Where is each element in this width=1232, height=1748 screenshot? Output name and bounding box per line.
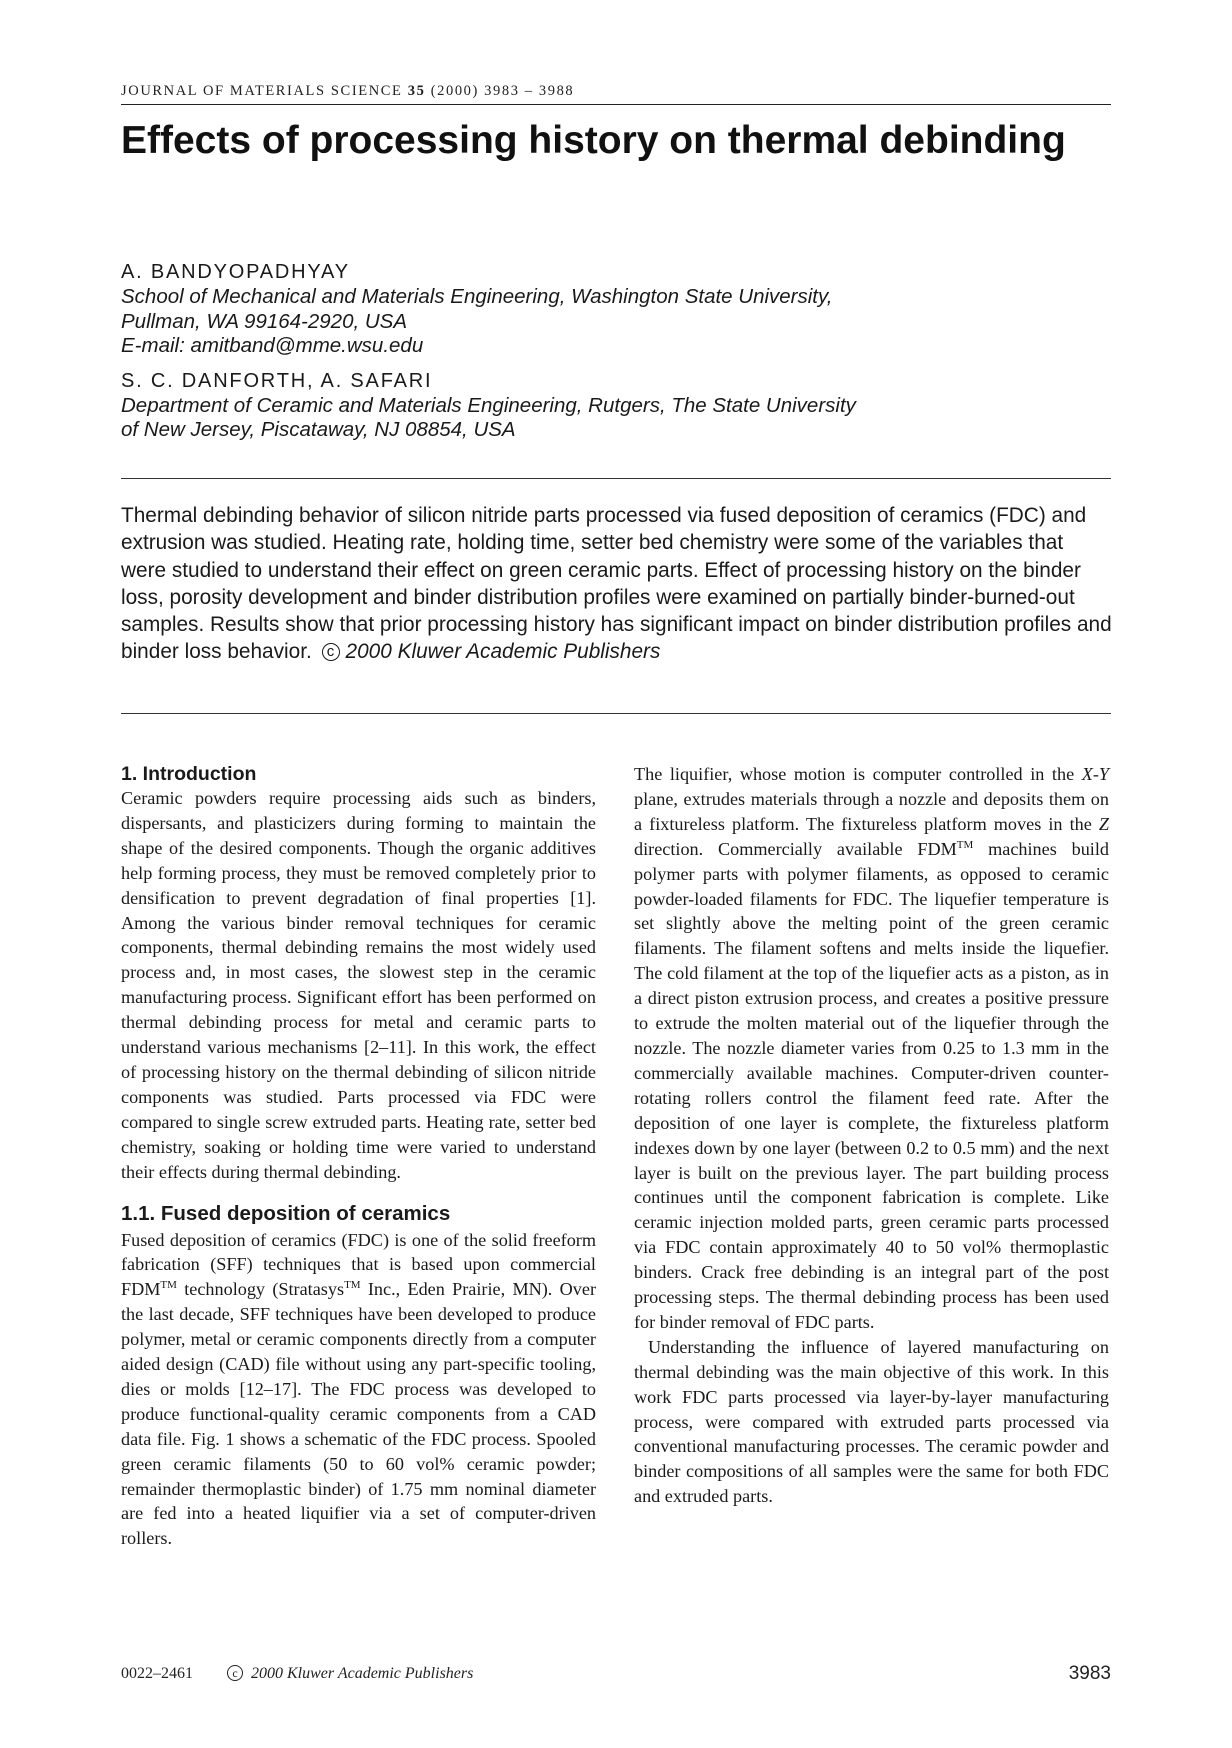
abstract-text: Thermal debinding behavior of silicon nitride parts processed via fused deposition of ceramics (FDC) and extrusion was studied. Heating rate, holding time, setter bed chemistry were some of the variables that were studied to understand their effect on green ceramic parts. Effect of processing history on the binder loss, porosity development and binder distribution profiles were examined on partially binder-burned-out samples. Results show that prior processing history has significant impact on binder distribution profiles and binder loss behavior. [121, 504, 1112, 664]
issn: 0022–2461 [121, 1665, 193, 1682]
body-paragraph: Fused deposition of ceramics (FDC) is one of the solid freeform fabrication (SFF) techniques that is based upon commercial FDM™ technology (Stratasys™ Inc., Eden Prairie, MN). Over the last decade, SFF techniques have been developed to produce polymer, metal or ceramic components directly from a computer aided design (CAD) file without using any part-specific tooling, dies or molds [12–17]. The FDC process was developed to produce functional-quality ceramic components from a CAD data file. Fig. 1 shows a schematic of the FDC process. Spooled green ceramic filaments (50 to 60 vol% ceramic powder; remainder thermoplastic binder) of 1.75 mm nominal diameter are fed into a heated liquifier via a set of computer-driven rollers. [121, 1229, 597, 1549]
trademark-superscript: TM [344, 1279, 361, 1292]
author-name: S. C. DANFORTH, A. SAFARI [121, 369, 433, 392]
trademark-superscript: TM [160, 1279, 177, 1292]
journal-year-pages: (2000) 3983 – 3988 [430, 83, 575, 99]
section-heading: 1. Introduction [121, 763, 257, 785]
affiliation-line: of New Jersey, Piscataway, NJ 08854, USA [121, 418, 516, 441]
trademark-superscript: TM [956, 838, 974, 851]
journal-name: JOURNAL OF MATERIALS SCIENCE [121, 83, 403, 99]
body-paragraph: The liquifier, whose motion is computer controlled in the X-Y plane, extrudes materials through a nozzle and deposits them on a fixtureless platform. The fixtureless platform moves in the Z direction. Commercially available FDM™ machines build polymer parts with polymer filaments, as opposed to ceramic powder-loaded filaments for FDC. The liquefier temperature is set slightly above the melting point of the green ceramic filaments. The filament softens and melts inside the liquefier. The cold filament at the top of the liquefier acts as a piston, as in a direct piston extrusion process, and creates a positive pressure to extrude the molten material out of the liquefier through the nozzle. The nozzle diameter varies from 0.25 to 1.3 mm in the commercially available machines. Computer-driven counter-rotating rollers control the filament feed rate. After the deposition of one layer is complete, the fixtureless platform indexes down by one layer (between 0.2 to 0.5 mm) and the next layer is built on the previous layer. The part building process continues until the component fabrication is complete. Like ceramic injection molded parts, green ceramic parts processed via FDC contain approximately 40 to 50 vol% thermoplastic binders. Crack free debinding is an integral part of the post processing steps. The thermal debinding process has been used for binder removal of FDC parts. [634, 764, 1110, 1332]
body-paragraph: Ceramic powders require processing aids such as binders, dispersants, and plasticizers during forming to maintain the shape of the desired components. Though the organic additives help forming process, they must be removed completely prior to densification to prevent degradation of final properties [1]. Among the various binder removal techniques for ceramic components, thermal debinding remains the most widely used process and, in most cases, the slowest step in the ceramic manufacturing process. Significant effort has been performed on thermal debinding process for metal and ceramic parts to understand various mechanisms [2–11]. In this work, the effect of processing history on the thermal debinding of silicon nitride components was studied. Parts processed via FDC were compared to single screw extruded parts. Heating rate, setter bed chemistry, soaking or holding time were varied to understand their effects during thermal debinding. [121, 788, 596, 1182]
right-column [634, 762, 1109, 1509]
copyright-symbol: c [322, 643, 340, 661]
abstract-copyright-year: 2000 [345, 640, 392, 664]
affiliation-line: Pullman, WA 99164-2920, USA [121, 309, 408, 333]
body-paragraph: Understanding the influence of layered manufacturing on thermal debinding was the main objective of this work. In this work FDC parts processed via layer-by-layer manufacturing process, were compared with extruded parts processed via conventional manufacturing processes. The ceramic powder and binder compositions of all samples were the same for both FDC and extruded parts. [634, 1336, 1109, 1507]
subsection-heading: 1.1. Fused deposition of ceramics [121, 1201, 451, 1225]
abstract [121, 502, 1113, 666]
math-z: Z [1098, 813, 1109, 834]
author-list [121, 260, 1111, 443]
footer-copyright: 2000 Kluwer Academic Publishers [251, 1665, 474, 1682]
copyright-symbol: c [227, 1665, 243, 1681]
header-rule [121, 104, 1111, 105]
abstract-top-rule [121, 478, 1111, 479]
abstract-bottom-rule [121, 713, 1111, 714]
affiliation-line: Department of Ceramic and Materials Engineering, Rutgers, The State University [121, 393, 856, 417]
affiliation-line: School of Mechanical and Materials Engineering, Washington State University, [121, 285, 833, 308]
abstract-publisher: Kluwer Academic Publishers [397, 640, 661, 664]
math-xy: X-Y [1081, 764, 1109, 784]
left-column [121, 762, 596, 1551]
page-footer [121, 1665, 1111, 1683]
paper-title: Effects of processing history on thermal debinding [121, 119, 1066, 162]
author-name: A. BANDYOPADHYAY [121, 261, 350, 283]
journal-volume: 35 [407, 83, 426, 99]
author-block [121, 260, 1111, 359]
running-head [121, 83, 1111, 100]
email-line: E-mail: amitband@mme.wsu.edu [121, 334, 424, 357]
page-number: 3983 [1068, 1663, 1111, 1684]
author-block [121, 369, 1111, 443]
